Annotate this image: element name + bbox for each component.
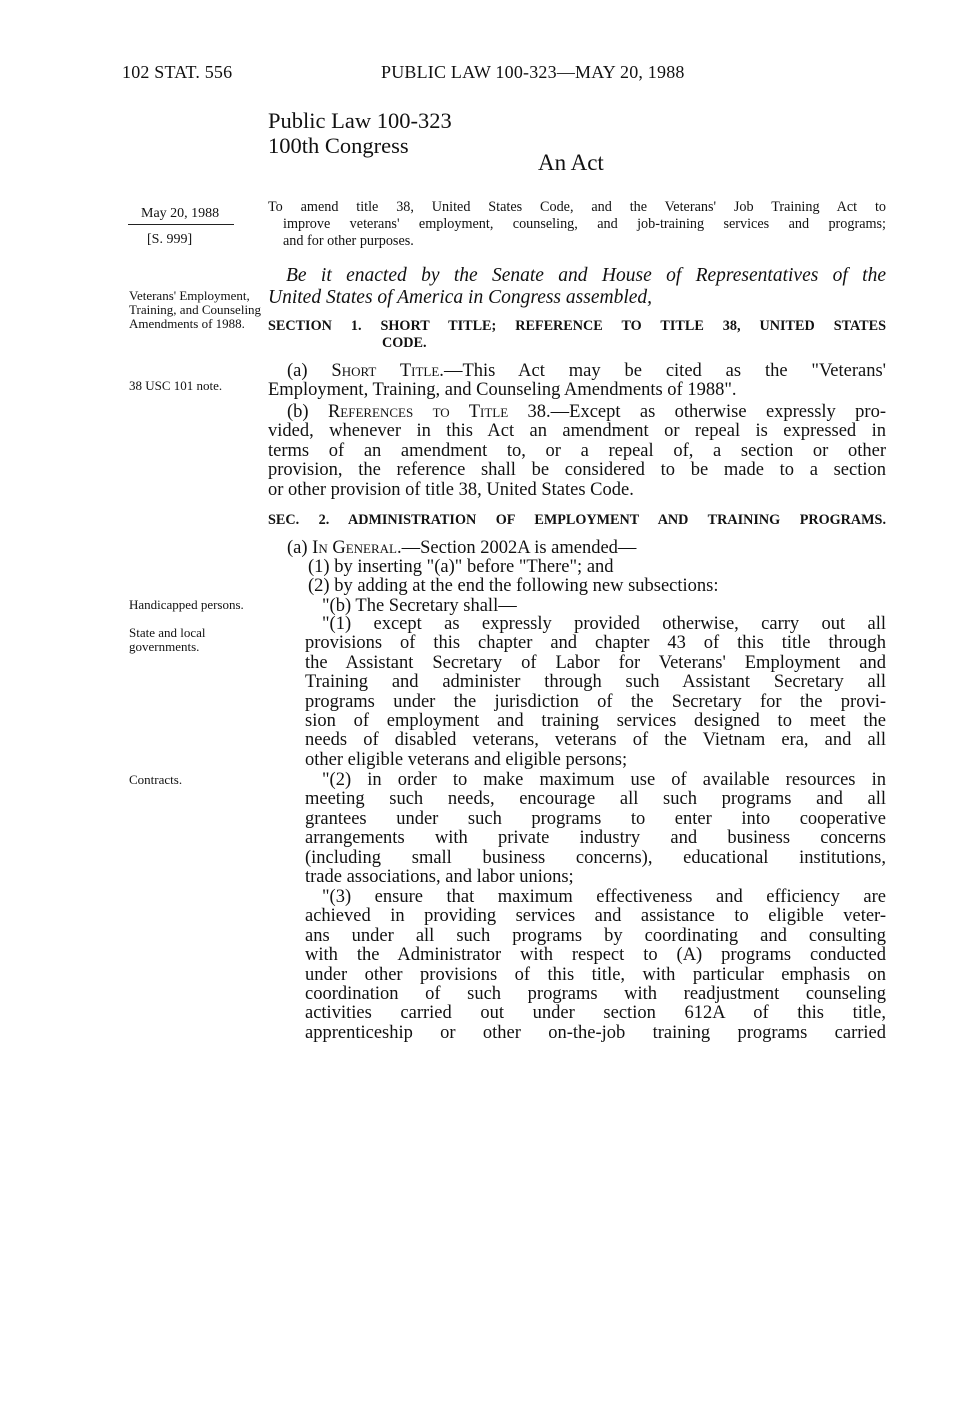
paragraph-2: [305, 771, 886, 887]
an-act-heading: An Act: [538, 150, 604, 175]
paragraph-1: [305, 615, 886, 770]
amendment-item-1: (1) by inserting "(a)" before "There"; and: [308, 557, 614, 577]
paragraph-line: programs under the jurisdiction of the Secretary for the provi-: [305, 691, 886, 712]
subsection-text: —This Act may be cited as the "Veterans': [443, 361, 886, 381]
subsection-text: —Section 2002A is amended—: [401, 538, 637, 558]
subsection-line: terms of an amendment to, or a repeal of, a section or other: [268, 440, 886, 461]
section-2-heading: SEC. 2. ADMINISTRATION OF EMPLOYMENT AND TRAINING PROGRAMS.: [268, 512, 886, 528]
long-title-line: and for other purposes.: [283, 233, 414, 249]
paragraph-line: grantees under such programs to enter into cooperative: [305, 808, 886, 829]
subsection-line: or other provision of title 38, United States Code.: [268, 479, 634, 500]
subsection-1b: [268, 403, 886, 500]
section-1-heading-line: CODE.: [382, 335, 427, 351]
paragraph-line: sion of employment and training services designed to meet the: [305, 711, 886, 732]
long-title-line: improve veterans' employment, counseling, and job-training services and programs;: [283, 216, 886, 232]
subsection-label: (a): [287, 538, 313, 558]
section-1-heading: [268, 318, 886, 352]
subsection-line: [268, 403, 886, 422]
paragraph-3: [305, 888, 886, 1043]
margin-state-local: State and local governments.: [129, 625, 206, 654]
paragraph-line: trade associations, and labor unions;: [305, 867, 574, 888]
paragraph-line: achieved in providing services and assistance to eligible veter-: [305, 906, 886, 927]
section-1-heading-line: SECTION 1. SHORT TITLE; REFERENCE TO TITLE 38, UNITED STATES: [268, 318, 886, 334]
subsection-caption: References to Title: [327, 402, 509, 422]
congress-number: 100th Congress: [268, 133, 409, 158]
paragraph-line: with the Administrator with respect to (A) programs conducted: [305, 945, 886, 966]
public-law-number: Public Law 100-323: [268, 108, 452, 133]
page-citation: 102 STAT. 556: [122, 62, 233, 82]
paragraph-line: arrangements with private industry and business concerns: [305, 828, 886, 849]
subsection-caption: In General.: [312, 538, 402, 558]
subsection-label: (b): [287, 402, 328, 422]
paragraph-line: "(3) ensure that maximum effectiveness and efficiency are: [322, 887, 886, 907]
margin-rule: [128, 224, 234, 225]
paragraph-line: activities carried out under section 612A of this title,: [305, 1003, 886, 1024]
subsection-b-intro: "(b) The Secretary shall—: [322, 596, 517, 616]
subsection-line: [268, 362, 886, 381]
paragraph-line: meeting such needs, encourage all such programs and all: [305, 789, 886, 810]
paragraph-line: "(1) except as expressly provided otherwise, carry out all: [322, 614, 886, 634]
subsection-line: Employment, Training, and Counseling Amendments of 1988".: [268, 380, 737, 401]
paragraph-line: (including small business concerns), educational institutions,: [305, 847, 886, 868]
paragraph-line: ans under all such programs by coordinating and consulting: [305, 925, 886, 946]
enacting-line: United States of America in Congress assembled,: [268, 287, 653, 308]
subsection-line: vided, whenever in this Act an amendment or repeal is expressed in: [268, 421, 886, 442]
paragraph-line: needs of disabled veterans, veterans of the Vietnam era, and all: [305, 730, 886, 751]
subsection-2a: [287, 539, 887, 558]
subsection-label: (a): [287, 361, 332, 381]
subsection-text: 38.—Except as otherwise expressly pro-: [508, 402, 886, 422]
paragraph-line: apprenticeship or other on-the-job training programs carried: [305, 1022, 886, 1043]
margin-bill-number: [S. 999]: [147, 232, 193, 247]
running-header: PUBLIC LAW 100-323—MAY 20, 1988: [381, 62, 685, 82]
long-title-line: To amend title 38, United States Code, and the Veterans' Job Training Act to: [268, 199, 886, 215]
long-title: [268, 199, 886, 250]
paragraph-line: Training and administer through such Assistant Secretary all: [305, 672, 886, 693]
margin-date: May 20, 1988: [141, 206, 220, 221]
amendment-item-2: (2) by adding at the end the following new subsections:: [308, 576, 719, 596]
subsection-caption: Short Title.: [331, 361, 444, 381]
paragraph-line: the Assistant Secretary of Labor for Veterans' Employment and: [305, 652, 886, 673]
margin-handicapped: Handicapped persons.: [129, 597, 244, 612]
paragraph-line: coordination of such programs with readjustment counseling: [305, 984, 886, 1005]
subsection-line: provision, the reference shall be considered to be made to a section: [268, 460, 886, 481]
margin-contracts: Contracts.: [129, 772, 183, 787]
paragraph-line: under other provisions of this title, with particular emphasis on: [305, 964, 886, 985]
paragraph-line: other eligible veterans and eligible persons;: [305, 749, 628, 770]
margin-short-title: Veterans' Employment, Training, and Counseling Amendments of 1988.: [129, 288, 262, 331]
paragraph-line: provisions of this chapter and chapter 43 of this title through: [305, 633, 886, 654]
subsection-1a: [268, 362, 886, 401]
enacting-clause: [268, 265, 886, 309]
enacting-line: Be it enacted by the Senate and House of Representatives of the: [286, 265, 886, 286]
paragraph-line: "(2) in order to make maximum use of available resources in: [322, 770, 886, 790]
margin-usc-note: 38 USC 101 note.: [129, 378, 223, 393]
